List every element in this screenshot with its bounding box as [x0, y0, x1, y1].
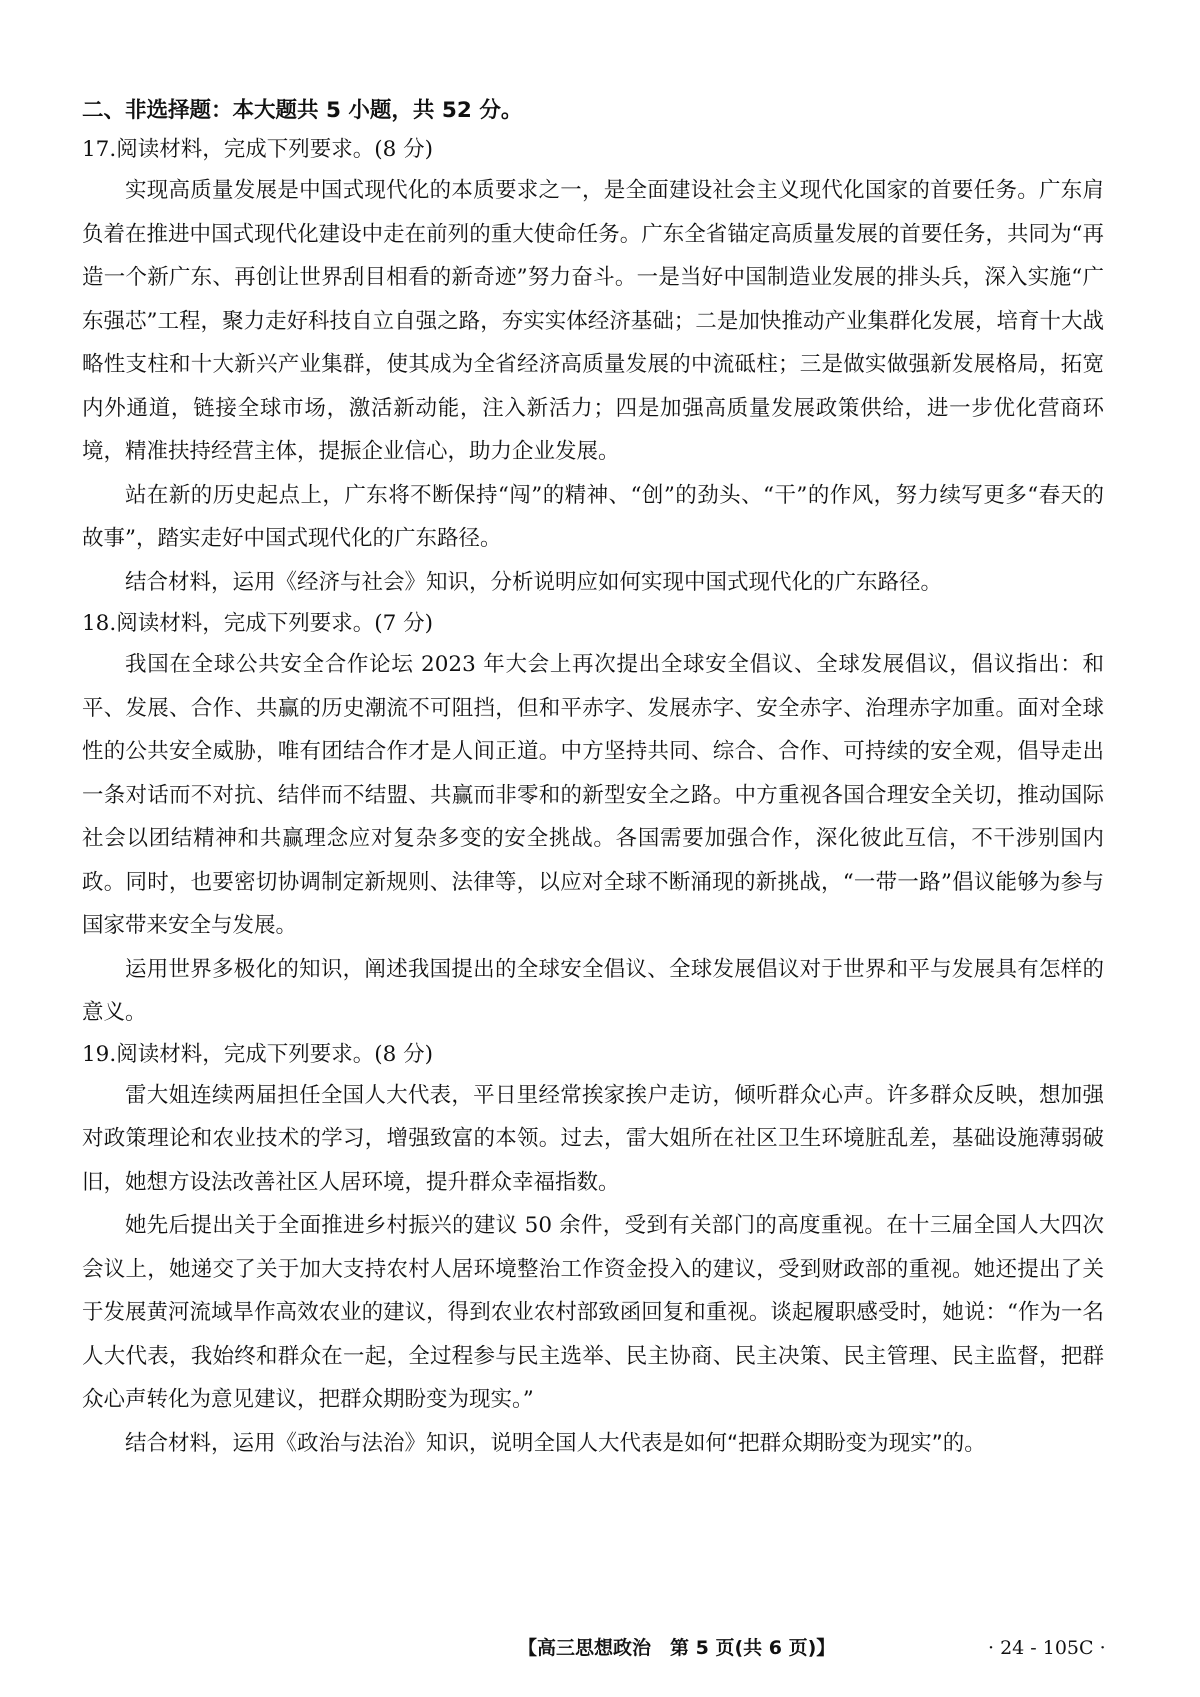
question-task: 结合材料，运用《经济与社会》知识，分析说明应如何实现中国式现代化的广东路径。 — [125, 569, 943, 595]
page-content — [82, 92, 1104, 1465]
page-footer — [0, 1633, 1200, 1663]
material-paragraph: 实现高质量发展是中国式现代化的本质要求之一，是全面建设社会主义现代化国家的首要任务。广东肩负着在推进中国式现代化建设中走在前列的重大使命任务。广东全省锚定高质量发展的首要任务，共同为“再造一个新广东、再创让世界刮目相看的新奇迹”努力奋斗。一是当好中国制造业发展的排头兵，深入实施“广东强芯”工程，聚力走好科技自立自强之路，夯实实体经济基础；二是加快推动产业集群化发展，培育十大战略性支柱和十大新兴产业集群，使其成为全省经济高质量发展的中流砥柱；三是做实做强新发展格局，拓宽内外通道，链接全球市场，激活新动能，注入新活力；四是加强高质量发展政策供给，进一步优化营商环境，精准扶持经营主体，提振企业信心，助力企业发展。 — [82, 178, 1104, 464]
question-18 — [82, 604, 1104, 1035]
question-19 — [82, 1035, 1104, 1466]
footer-title: 【高三思想政治 第 5 页(共 6 页)】 — [518, 1637, 836, 1659]
material-paragraph: 她先后提出关于全面推进乡村振兴的建议 50 余件，受到有关部门的高度重视。在十三届全国人大四次会议上，她递交了关于加大支持农村人居环境整治工作资金投入的建议，受到财政部的重视。她还提出了关于发展黄河流域旱作高效农业的建议，得到农业农村部致函回复和重视。谈起履职感受时，她说：“作为一名人大代表，我始终和群众在一起，全过程参与民主选举、民主协商、民主决策、民主管理、民主监督，把群众心声转化为意见建议，把群众期盼变为现实。” — [82, 1213, 1104, 1412]
section-title: 二、非选择题：本大题共 5 小题，共 52 分。 — [82, 98, 523, 123]
material-paragraph: 我国在全球公共安全合作论坛 2023 年大会上再次提出全球安全倡议、全球发展倡议，倡议指出：和平、发展、合作、共赢的历史潮流不可阻挡，但和平赤字、发展赤字、安全赤字、治理赤字加重。面对全球性的公共安全威胁，唯有团结合作才是人间正道。中方坚持共同、综合、合作、可持续的安全观，倡导走出一条对话而不对抗、结伴而不结盟、共赢而非零和的新型安全之路。中方重视各国合理安全关切，推动国际社会以团结精神和共赢理念应对复杂多变的安全挑战。各国需要加强合作，深化彼此互信，不干涉别国内政。同时，也要密切协调制定新规则、法律等，以应对全球不断涌现的新挑战，“一带一路”倡议能够为参与国家带来安全与发展。 — [82, 652, 1104, 938]
question-17 — [82, 130, 1104, 604]
question-task: 结合材料，运用《政治与法治》知识，说明全国人大代表是如何“把群众期盼变为现实”的。 — [125, 1430, 986, 1456]
question-heading: 19.阅读材料，完成下列要求。(8 分) — [82, 1041, 433, 1067]
footer-code: · 24 - 105C · — [988, 1637, 1106, 1659]
question-heading: 18.阅读材料，完成下列要求。(7 分) — [82, 611, 433, 636]
material-paragraph: 雷大姐连续两届担任全国人大代表，平日里经常挨家挨户走访，倾听群众心声。许多群众反映，想加强对政策理论和农业技术的学习，增强致富的本领。过去，雷大姐所在社区卫生环境脏乱差，基础设施薄弱破旧，她想方设法改善社区人居环境，提升群众幸福指数。 — [82, 1082, 1104, 1195]
question-heading: 17.阅读材料，完成下列要求。(8 分) — [82, 137, 433, 162]
question-task: 运用世界多极化的知识，阐述我国提出的全球安全倡议、全球发展倡议对于世界和平与发展具有怎样的意义。 — [82, 956, 1104, 1025]
material-paragraph: 站在新的历史起点上，广东将不断保持“闯”的精神、“创”的劲头、“干”的作风，努力续写更多“春天的故事”，踏实走好中国式现代化的广东路径。 — [82, 482, 1104, 551]
